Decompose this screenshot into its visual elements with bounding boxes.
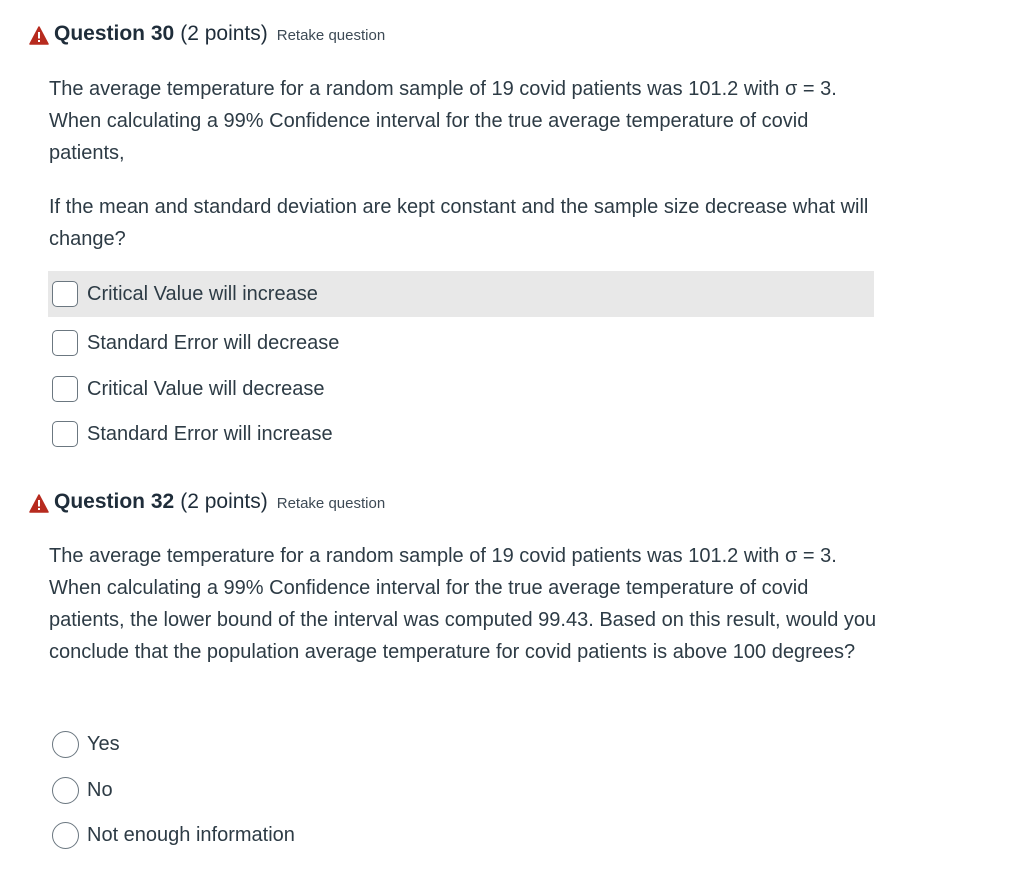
option-label: Yes (87, 732, 120, 755)
question-30-prompt: If the mean and standard deviation are kept constant and the sample size decrease what will change? (49, 196, 869, 250)
radio-button[interactable] (52, 731, 79, 758)
checkbox[interactable] (52, 376, 78, 402)
option-critical-value-increase[interactable] (48, 271, 874, 317)
radio-button[interactable] (52, 777, 79, 804)
warning-icon (29, 494, 49, 513)
question-points: (2 points) (180, 490, 268, 513)
question-32-header (29, 490, 385, 514)
option-label: Standard Error will decrease (87, 331, 340, 354)
retake-question-label: Retake question (276, 495, 386, 512)
option-yes[interactable] (48, 721, 874, 767)
question-30-header (29, 22, 385, 46)
option-not-enough-information[interactable] (48, 812, 874, 858)
option-standard-error-increase[interactable] (48, 411, 874, 457)
warning-icon (29, 26, 49, 45)
option-label: Not enough information (87, 823, 295, 846)
option-label: Standard Error will increase (87, 422, 333, 445)
checkbox[interactable] (52, 330, 78, 356)
question-title: Question 32 (54, 490, 175, 513)
question-30-text: The average temperature for a random sample of 19 covid patients was 101.2 with σ = 3. When calculating a 99% Confidence interval for the true average temperature of covid patients, (49, 78, 837, 164)
option-standard-error-decrease[interactable] (48, 320, 874, 366)
question-points: (2 points) (180, 22, 268, 45)
checkbox[interactable] (52, 281, 78, 307)
checkbox[interactable] (52, 421, 78, 447)
option-label: No (87, 778, 113, 801)
option-critical-value-decrease[interactable] (48, 366, 874, 412)
option-no[interactable] (48, 767, 874, 813)
question-32-text: The average temperature for a random sample of 19 covid patients was 101.2 with σ = 3. When calculating a 99% Confidence interval for the true average temperature of covid patients, the lower bound of the interval was computed 99.43. Based on this result, would you conclude that the population average temperature for covid patients is above 100 degrees? (49, 545, 877, 663)
retake-question-label: Retake question (276, 27, 386, 44)
option-label: Critical Value will increase (87, 282, 318, 305)
question-title: Question 30 (54, 22, 175, 45)
radio-button[interactable] (52, 822, 79, 849)
option-label: Critical Value will decrease (87, 377, 325, 400)
